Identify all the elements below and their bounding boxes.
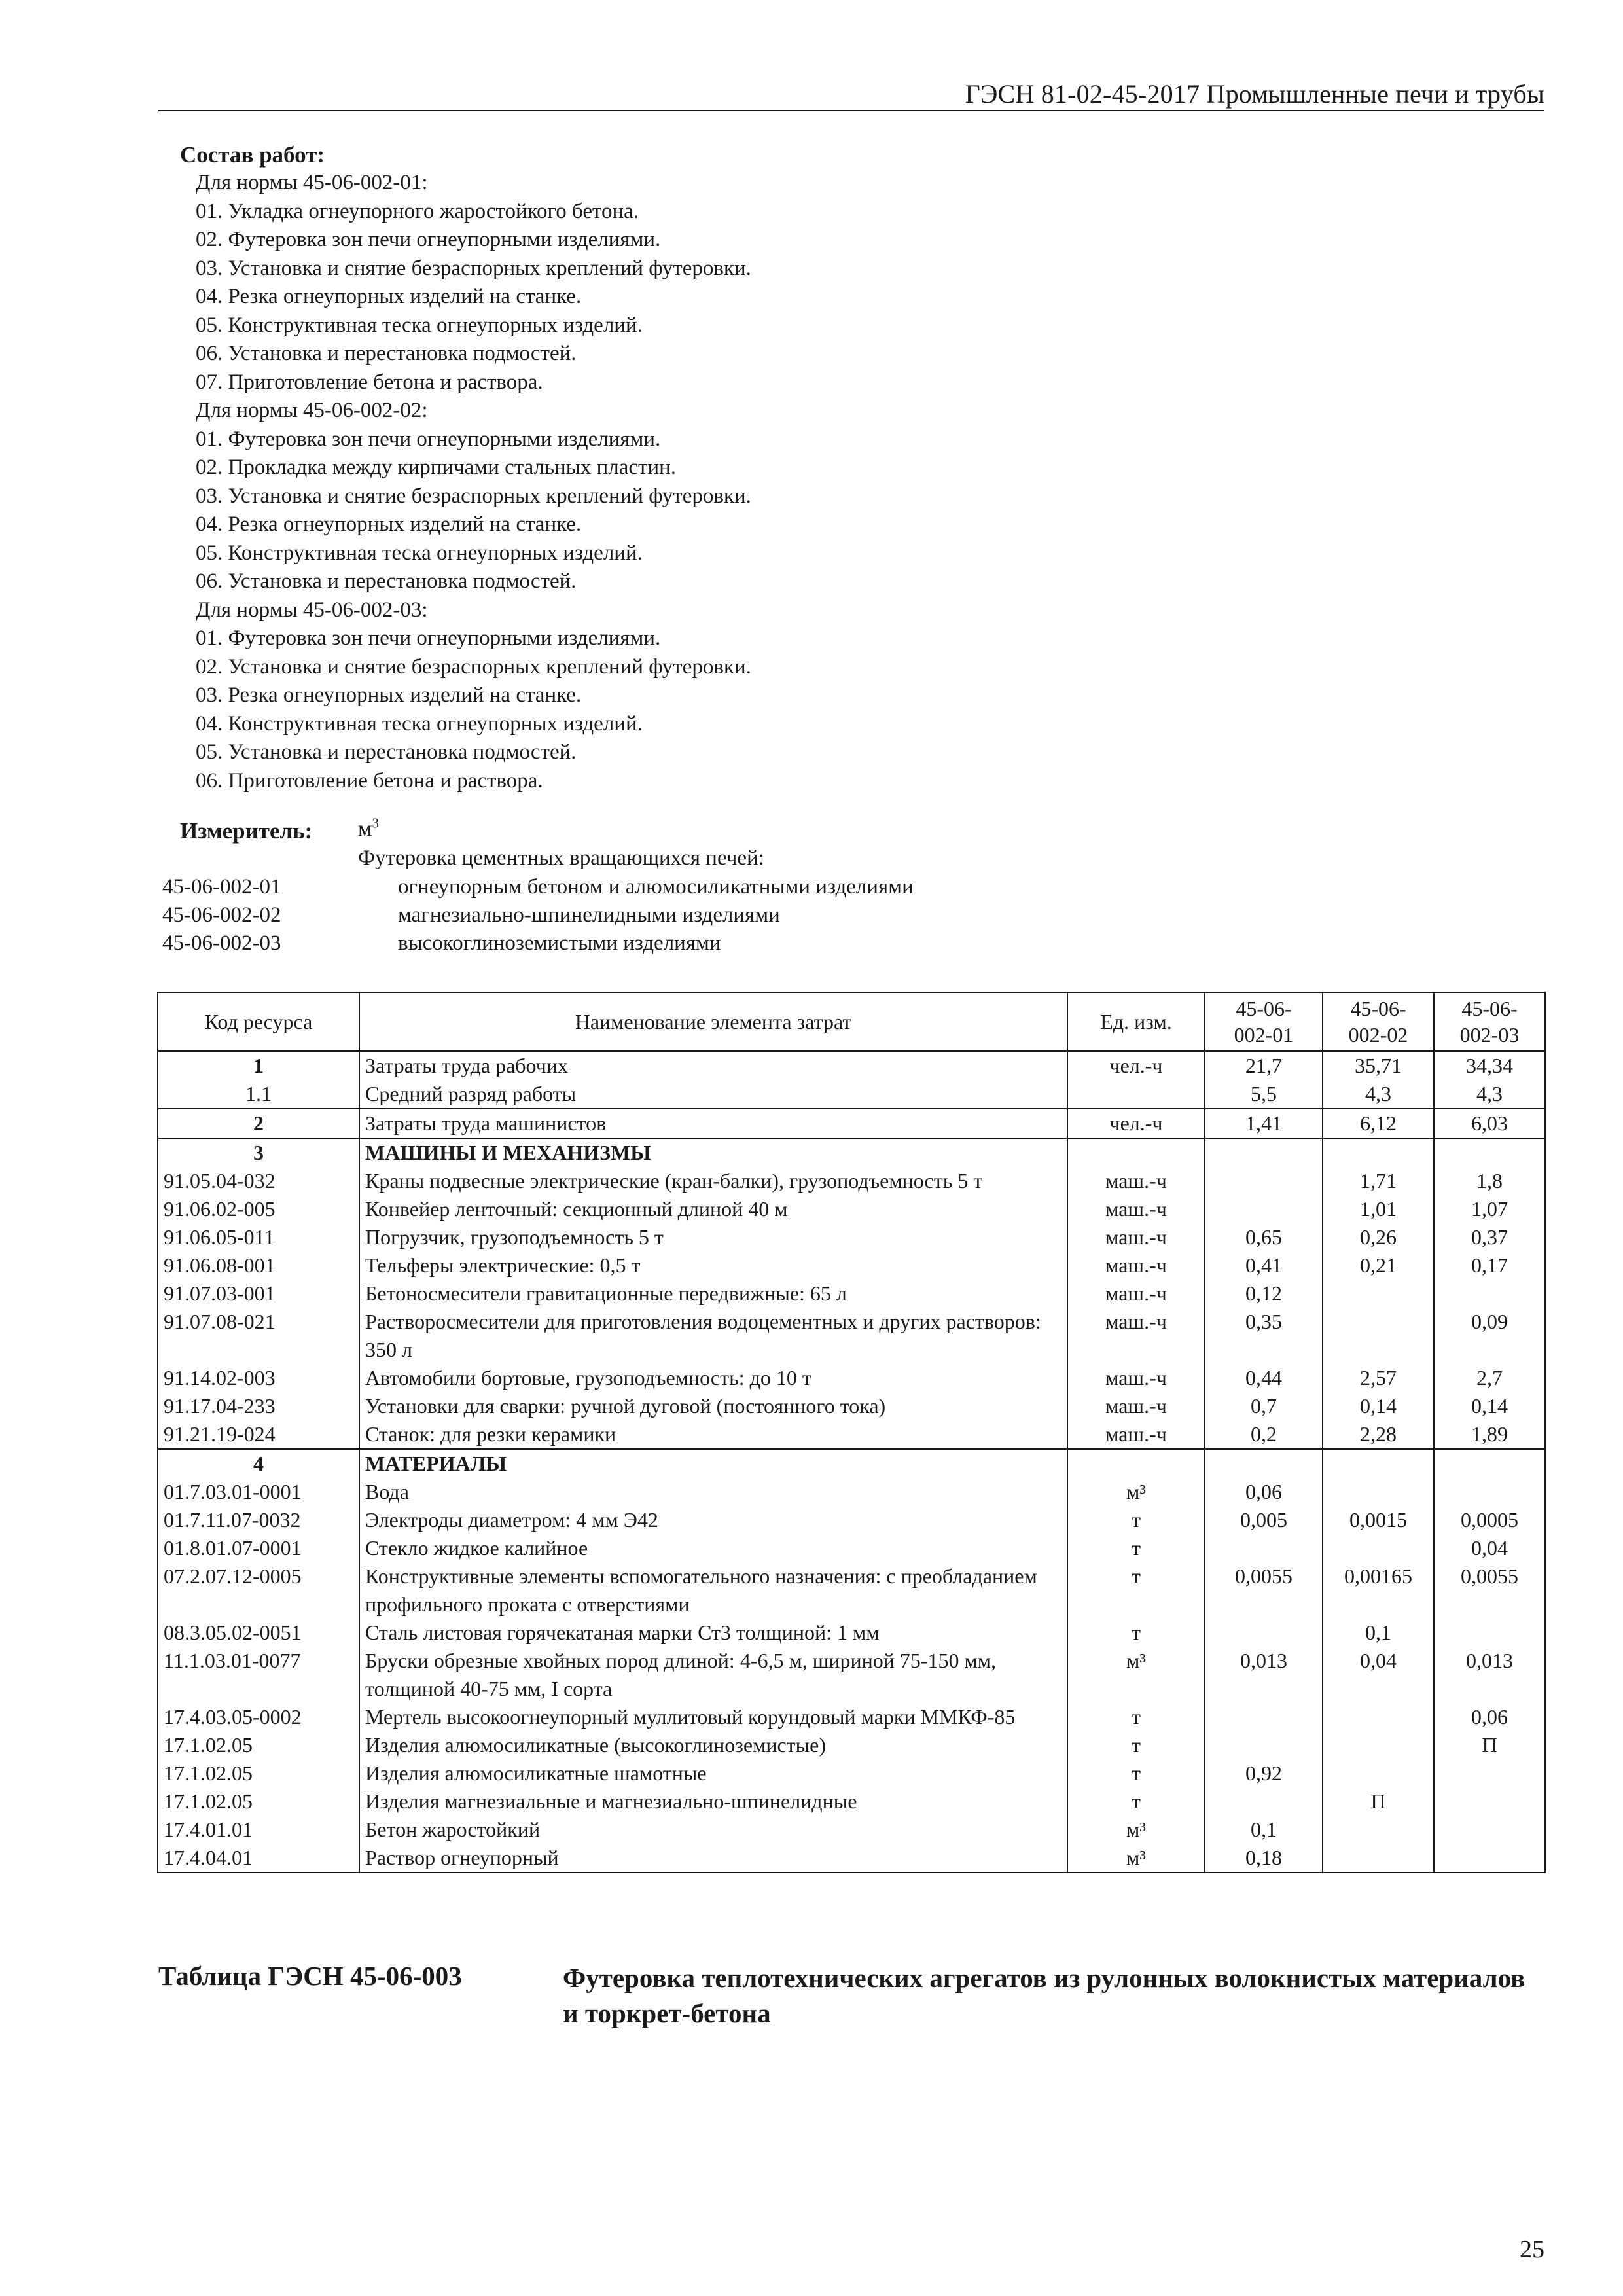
cell-value-3: 1,89 — [1434, 1420, 1545, 1449]
cell-unit: чел.-ч — [1067, 1109, 1205, 1138]
cell-code: 91.06.08-001 — [158, 1251, 359, 1280]
cell-unit: маш.-ч — [1067, 1280, 1205, 1308]
cell-unit: чел.-ч — [1067, 1051, 1205, 1080]
cell-unit: м³ — [1067, 1647, 1205, 1703]
cell-name: Бетон жаростойкий — [359, 1816, 1067, 1844]
composition-item: 02. Прокладка между кирпичами стальных пластин. — [196, 456, 677, 479]
composition-item: 06. Установка и перестановка подмостей. — [196, 569, 577, 593]
cell-name: Раствор огнеупорный — [359, 1844, 1067, 1873]
cell-value-2: 0,1 — [1323, 1619, 1434, 1647]
cell-value-3 — [1434, 1759, 1545, 1787]
cell-value-1: 0,12 — [1205, 1280, 1323, 1308]
page-header — [158, 73, 1544, 111]
norm-line — [162, 931, 1340, 956]
cell-unit — [1067, 1138, 1205, 1167]
cell-code: 2 — [158, 1109, 359, 1138]
cell-name: Изделия алюмосиликатные шамотные — [359, 1759, 1067, 1787]
cell-value-1 — [1205, 1731, 1323, 1759]
composition-item: 04. Резка огнеупорных изделий на станке. — [196, 512, 582, 536]
cell-value-3 — [1434, 1844, 1545, 1873]
cell-unit: т — [1067, 1787, 1205, 1816]
table-row — [158, 1787, 1545, 1816]
norm-line — [162, 875, 1340, 899]
table-row — [158, 1251, 1545, 1280]
next-table-title: Таблица ГЭСН 45-06-003 — [158, 1961, 462, 1991]
page-number: 25 — [1520, 2236, 1544, 2263]
cell-value-3: 1,07 — [1434, 1195, 1545, 1223]
norm-code: 45-06-002-02 — [162, 903, 281, 927]
cell-value-3 — [1434, 1619, 1545, 1647]
norm-line — [162, 903, 1340, 927]
composition-item: 05. Установка и перестановка подмостей. — [196, 740, 577, 764]
cell-unit: маш.-ч — [1067, 1195, 1205, 1223]
cell-value-3: 0,37 — [1434, 1223, 1545, 1251]
cell-unit: т — [1067, 1759, 1205, 1787]
cell-code: 07.2.07.12-0005 — [158, 1562, 359, 1619]
composition-item: 04. Резка огнеупорных изделий на станке. — [196, 285, 582, 308]
cell-value-1: 0,013 — [1205, 1647, 1323, 1703]
cell-name: Затраты труда машинистов — [359, 1109, 1067, 1138]
cell-code: 91.07.08-021 — [158, 1308, 359, 1364]
composition-list — [180, 169, 1489, 795]
cell-value-3: П — [1434, 1731, 1545, 1759]
table-row — [158, 1731, 1545, 1759]
composition-item: 05. Конструктивная теска огнеупорных изделий. — [196, 313, 643, 337]
cell-value-3: 0,0005 — [1434, 1506, 1545, 1534]
cell-code: 17.4.01.01 — [158, 1816, 359, 1844]
cell-name: Конвейер ленточный: секционный длиной 40 м — [359, 1195, 1067, 1223]
cell-value-2: 1,01 — [1323, 1195, 1434, 1223]
cell-value-1 — [1205, 1619, 1323, 1647]
composition-item: 06. Приготовление бетона и раствора. — [196, 768, 543, 793]
meter-label: Измеритель: — [180, 818, 313, 844]
cell-value-1: 0,7 — [1205, 1392, 1323, 1420]
cell-value-3: 0,09 — [1434, 1308, 1545, 1364]
document-title: ГЭСН 81-02-45-2017 Промышленные печи и трубы — [965, 79, 1544, 109]
cell-code: 17.4.03.05-0002 — [158, 1703, 359, 1731]
table-row — [158, 1420, 1545, 1449]
cell-value-2: 0,04 — [1323, 1647, 1434, 1703]
cell-unit: маш.-ч — [1067, 1392, 1205, 1420]
composition-item: 03. Установка и снятие безраспорных креплений футеровки. — [196, 256, 751, 280]
table-row — [158, 1364, 1545, 1392]
cell-unit — [1067, 1080, 1205, 1109]
cell-value-3: 2,7 — [1434, 1364, 1545, 1392]
cell-code: 08.3.05.02-0051 — [158, 1619, 359, 1647]
cell-unit: маш.-ч — [1067, 1223, 1205, 1251]
cell-value-1: 21,7 — [1205, 1051, 1323, 1080]
cell-value-1: 0,92 — [1205, 1759, 1323, 1787]
cell-code: 01.8.01.07-0001 — [158, 1534, 359, 1562]
cell-name: Конструктивные элементы вспомогательного назначения: с преобладанием профильного проката с отверстиями — [359, 1562, 1067, 1619]
resource-cost-table — [157, 992, 1546, 1873]
composition-item: 02. Установка и снятие безраспорных креплений футеровки. — [196, 655, 751, 679]
cell-value-2 — [1323, 1280, 1434, 1308]
cell-name: Бруски обрезные хвойных пород длиной: 4-6,5 м, шириной 75-150 мм, толщиной 40-75 мм, I сорта — [359, 1647, 1067, 1703]
cell-value-3: 0,013 — [1434, 1647, 1545, 1703]
cell-value-1: 1,41 — [1205, 1109, 1323, 1138]
composition-item: Для нормы 45-06-002-02: — [196, 399, 428, 422]
cell-name: Погрузчик, грузоподъемность 5 т — [359, 1223, 1067, 1251]
cell-name: Электроды диаметром: 4 мм Э42 — [359, 1506, 1067, 1534]
cell-code: 17.1.02.05 — [158, 1787, 359, 1816]
cell-value-1 — [1205, 1138, 1323, 1167]
table-row — [158, 1167, 1545, 1195]
cell-value-2: 0,0015 — [1323, 1506, 1434, 1534]
cell-unit: маш.-ч — [1067, 1167, 1205, 1195]
cell-unit: т — [1067, 1506, 1205, 1534]
cell-name: Краны подвесные электрические (кран-балки), грузоподъемность 5 т — [359, 1167, 1067, 1195]
cell-value-1 — [1205, 1703, 1323, 1731]
composition-heading: Состав работ: — [180, 142, 325, 168]
cell-value-1 — [1205, 1167, 1323, 1195]
cell-unit: т — [1067, 1703, 1205, 1731]
composition-item: 01. Укладка огнеупорного жаростойкого бетона. — [196, 199, 639, 223]
composition-item: Для нормы 45-06-002-03: — [196, 598, 428, 622]
cell-value-2 — [1323, 1703, 1434, 1731]
cell-value-3 — [1434, 1280, 1545, 1308]
cell-unit: маш.-ч — [1067, 1364, 1205, 1392]
norm-description: высокоглиноземистыми изделиями — [398, 931, 721, 955]
cell-value-2 — [1323, 1449, 1434, 1478]
cell-value-2: 6,12 — [1323, 1109, 1434, 1138]
cell-value-2 — [1323, 1731, 1434, 1759]
cell-value-2 — [1323, 1759, 1434, 1787]
table-row — [158, 1195, 1545, 1223]
cell-unit: м³ — [1067, 1478, 1205, 1506]
table-row — [158, 1534, 1545, 1562]
cell-unit: т — [1067, 1562, 1205, 1619]
cell-code: 91.07.03-001 — [158, 1280, 359, 1308]
table-row — [158, 1280, 1545, 1308]
cell-unit: маш.-ч — [1067, 1308, 1205, 1364]
cell-name: Автомобили бортовые, грузоподъемность: до 10 т — [359, 1364, 1067, 1392]
norm-description: огнеупорным бетоном и алюмосиликатными изделиями — [398, 875, 914, 899]
cell-name: МАШИНЫ И МЕХАНИЗМЫ — [359, 1138, 1067, 1167]
cell-value-2: 0,00165 — [1323, 1562, 1434, 1619]
cell-value-3 — [1434, 1478, 1545, 1506]
composition-item: 03. Установка и снятие безраспорных креплений футеровки. — [196, 484, 751, 508]
cell-code: 91.06.05-011 — [158, 1223, 359, 1251]
header-code: Код ресурса — [158, 992, 359, 1051]
cell-value-1 — [1205, 1787, 1323, 1816]
cell-value-3: 0,0055 — [1434, 1562, 1545, 1619]
cell-code: 91.06.02-005 — [158, 1195, 359, 1223]
table-row — [158, 1506, 1545, 1534]
cell-name: Изделия алюмосиликатные (высокоглиноземистые) — [359, 1731, 1067, 1759]
cell-value-3 — [1434, 1138, 1545, 1167]
meter-unit: $м^3$ — [358, 815, 380, 841]
cell-name: Стекло жидкое калийное — [359, 1534, 1067, 1562]
cell-name: Станок: для резки керамики — [359, 1420, 1067, 1449]
cell-unit: м³ — [1067, 1816, 1205, 1844]
work-composition — [180, 141, 1489, 795]
cell-value-3: 34,34 — [1434, 1051, 1545, 1080]
table-row — [158, 1223, 1545, 1251]
table-row — [158, 1138, 1545, 1167]
cell-value-1: 0,06 — [1205, 1478, 1323, 1506]
table-row — [158, 1816, 1545, 1844]
header-unit: Ед. изм. — [1067, 992, 1205, 1051]
cell-value-3: 6,03 — [1434, 1109, 1545, 1138]
cell-unit: т — [1067, 1619, 1205, 1647]
cell-value-2: 1,71 — [1323, 1167, 1434, 1195]
composition-item: 01. Футеровка зон печи огнеупорными изделиями. — [196, 427, 661, 451]
table-row — [158, 1080, 1545, 1109]
cell-name: Бетоносмесители гравитационные передвижные: 65 л — [359, 1280, 1067, 1308]
norm-code: 45-06-002-01 — [162, 875, 281, 899]
table-row — [158, 1647, 1545, 1703]
cell-value-2 — [1323, 1478, 1434, 1506]
cell-unit: маш.-ч — [1067, 1251, 1205, 1280]
cell-value-2: 0,14 — [1323, 1392, 1434, 1420]
next-table-description: Футеровка теплотехнических агрегатов из рулонных волокнистых материалов и торкрет-бетона — [563, 1963, 1525, 2028]
cell-value-1: 0,44 — [1205, 1364, 1323, 1392]
cell-code: 01.7.11.07-0032 — [158, 1506, 359, 1534]
table-row — [158, 1478, 1545, 1506]
cell-value-1: 0,41 — [1205, 1251, 1323, 1280]
cell-value-1 — [1205, 1534, 1323, 1562]
cell-value-1: 0,18 — [1205, 1844, 1323, 1873]
cell-code: 91.21.19-024 — [158, 1420, 359, 1449]
cell-value-3: 0,14 — [1434, 1392, 1545, 1420]
cell-name: Средний разряд работы — [359, 1080, 1067, 1109]
cell-name: МАТЕРИАЛЫ — [359, 1449, 1067, 1478]
cell-value-3: 0,17 — [1434, 1251, 1545, 1280]
cell-unit: маш.-ч — [1067, 1420, 1205, 1449]
composition-item: 02. Футеровка зон печи огнеупорными изделиями. — [196, 228, 661, 251]
cell-value-3: 0,06 — [1434, 1703, 1545, 1731]
header-name: Наименование элемента затрат — [359, 992, 1067, 1051]
cell-name: Вода — [359, 1478, 1067, 1506]
cell-unit — [1067, 1449, 1205, 1478]
meter-group-title: Футеровка цементных вращающихся печей: — [358, 846, 764, 870]
cell-value-1: 0,1 — [1205, 1816, 1323, 1844]
cell-value-1: 0,35 — [1205, 1308, 1323, 1364]
composition-item: 01. Футеровка зон печи огнеупорными изделиями. — [196, 626, 661, 650]
cell-value-3: 0,04 — [1434, 1534, 1545, 1562]
cell-value-3: 1,8 — [1434, 1167, 1545, 1195]
cell-value-1 — [1205, 1195, 1323, 1223]
table-row — [158, 1703, 1545, 1731]
cell-value-3 — [1434, 1816, 1545, 1844]
cell-value-2: 2,28 — [1323, 1420, 1434, 1449]
cell-code: 17.1.02.05 — [158, 1759, 359, 1787]
cell-code: 01.7.03.01-0001 — [158, 1478, 359, 1506]
cell-code: 1.1 — [158, 1080, 359, 1109]
table-row — [158, 1109, 1545, 1138]
cell-name: Тельферы электрические: 0,5 т — [359, 1251, 1067, 1280]
cell-code: 3 — [158, 1138, 359, 1167]
cell-name: Сталь листовая горячекатаная марки Ст3 толщиной: 1 мм — [359, 1619, 1067, 1647]
cell-value-2: 0,26 — [1323, 1223, 1434, 1251]
cell-value-2: 0,21 — [1323, 1251, 1434, 1280]
cell-value-2 — [1323, 1844, 1434, 1873]
table-row — [158, 1759, 1545, 1787]
cell-value-2: 4,3 — [1323, 1080, 1434, 1109]
header-norm-1: 45-06- 002-01 — [1205, 992, 1323, 1051]
cell-value-1 — [1205, 1449, 1323, 1478]
cell-value-1: 0,65 — [1205, 1223, 1323, 1251]
table-row — [158, 1308, 1545, 1364]
cell-code: 91.17.04-233 — [158, 1392, 359, 1420]
norm-code: 45-06-002-03 — [162, 931, 281, 955]
cell-value-1: 5,5 — [1205, 1080, 1323, 1109]
cell-code: 11.1.03.01-0077 — [158, 1647, 359, 1703]
cell-value-2 — [1323, 1816, 1434, 1844]
composition-item: Для нормы 45-06-002-01: — [196, 171, 428, 194]
composition-item: 06. Установка и перестановка подмостей. — [196, 342, 577, 365]
composition-item: 03. Резка огнеупорных изделий на станке. — [196, 683, 582, 707]
cell-name: Растворосмесители для приготовления водоцементных и других растворов: 350 л — [359, 1308, 1067, 1364]
cell-code: 4 — [158, 1449, 359, 1478]
table-row — [158, 1051, 1545, 1080]
cell-unit: м³ — [1067, 1844, 1205, 1873]
cell-name: Мертель высокоогнеупорный муллитовый корундовый марки ММКФ-85 — [359, 1703, 1067, 1731]
composition-item: 05. Конструктивная теска огнеупорных изделий. — [196, 541, 643, 565]
cell-value-3 — [1434, 1449, 1545, 1478]
cell-name: Затраты труда рабочих — [359, 1051, 1067, 1080]
header-norm-2: 45-06- 002-02 — [1323, 992, 1434, 1051]
cell-value-1: 0,0055 — [1205, 1562, 1323, 1619]
table-row — [158, 1844, 1545, 1873]
cell-unit: т — [1067, 1731, 1205, 1759]
cell-value-2: 2,57 — [1323, 1364, 1434, 1392]
cell-name: Изделия магнезиальные и магнезиально-шпинелидные — [359, 1787, 1067, 1816]
cell-value-1: 0,2 — [1205, 1420, 1323, 1449]
table-header-row — [158, 992, 1545, 1051]
cell-code: 17.1.02.05 — [158, 1731, 359, 1759]
cell-unit: т — [1067, 1534, 1205, 1562]
cell-value-2 — [1323, 1308, 1434, 1364]
table-row — [158, 1562, 1545, 1619]
cell-value-2 — [1323, 1138, 1434, 1167]
cell-value-2 — [1323, 1534, 1434, 1562]
composition-item: 07. Приготовление бетона и раствора. — [196, 370, 543, 394]
table-row — [158, 1449, 1545, 1478]
cell-value-1: 0,005 — [1205, 1506, 1323, 1534]
cell-value-2: 35,71 — [1323, 1051, 1434, 1080]
cell-name: Установки для сварки: ручной дуговой (постоянного тока) — [359, 1392, 1067, 1420]
cell-code: 1 — [158, 1051, 359, 1080]
composition-item: 04. Конструктивная теска огнеупорных изделий. — [196, 711, 643, 736]
cell-code: 17.4.04.01 — [158, 1844, 359, 1873]
cell-value-2: П — [1323, 1787, 1434, 1816]
header-norm-3: 45-06- 002-03 — [1434, 992, 1545, 1051]
cell-code: 91.05.04-032 — [158, 1167, 359, 1195]
cell-code: 91.14.02-003 — [158, 1364, 359, 1392]
norm-description: магнезиально-шпинелидными изделиями — [398, 903, 780, 927]
cell-value-3: 4,3 — [1434, 1080, 1545, 1109]
cell-value-3 — [1434, 1787, 1545, 1816]
table-row — [158, 1392, 1545, 1420]
table-row — [158, 1619, 1545, 1647]
